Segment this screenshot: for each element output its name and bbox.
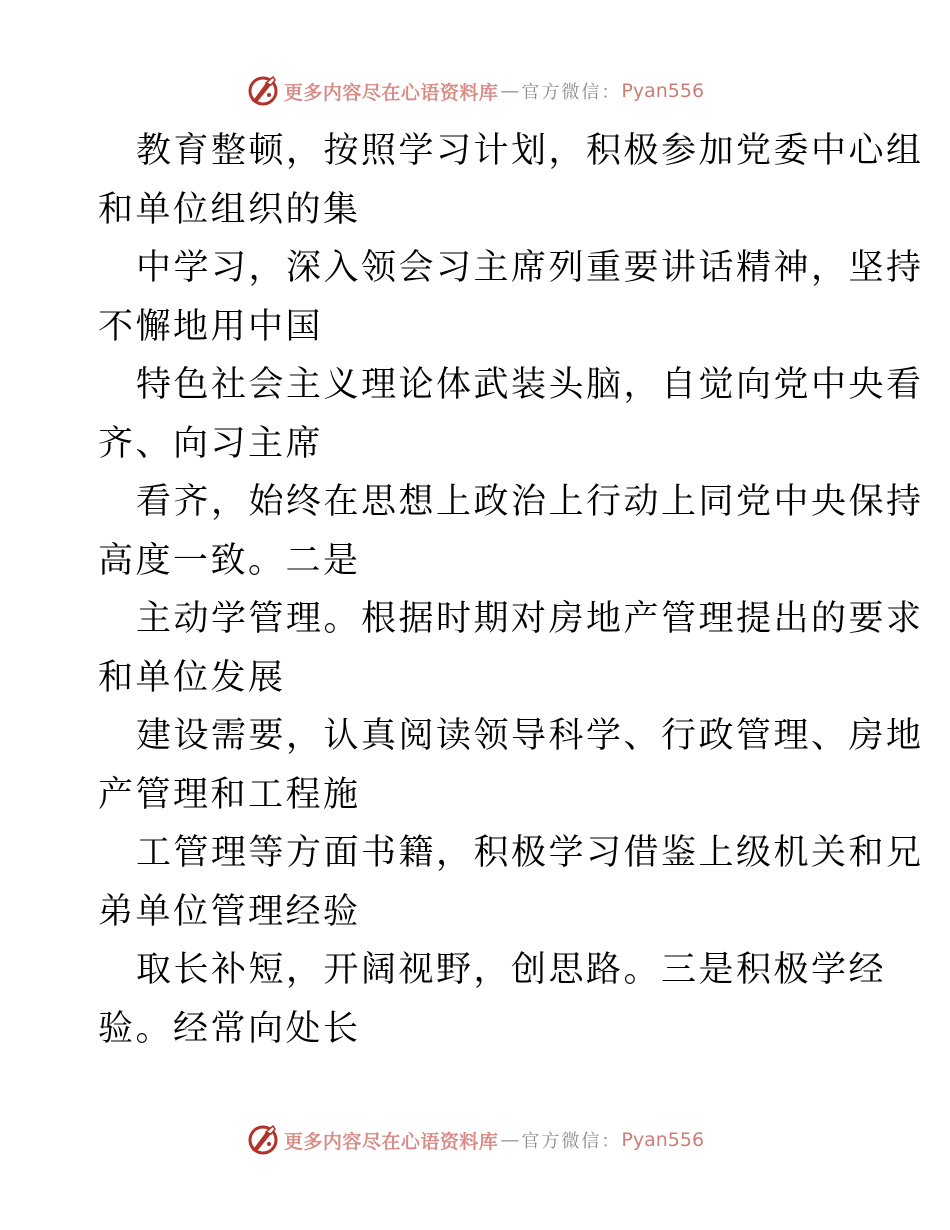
paragraph-line: 工管理等方面书籍，积极学习借鉴上级机关和兄: [136, 833, 924, 873]
banner-main-text: 更多内容尽在心语资料库: [283, 81, 499, 104]
paragraph-line: 主动学管理。根据时期对房地产管理提出的要求: [136, 599, 924, 639]
quill-pen-circle-icon: [246, 74, 280, 108]
header-banner: [0, 71, 950, 111]
banner-wechat-id: Pyan556: [621, 80, 705, 102]
paragraph-line: 产管理和工程施: [98, 774, 361, 815]
paragraph-line: 和单位发展: [98, 657, 286, 698]
paragraph-line: 特色社会主义理论体武装头脑，自觉向党中央看: [136, 365, 924, 405]
paragraph: [98, 356, 924, 473]
paragraph: [98, 473, 924, 590]
paragraph-line: 中学习，深入领会习主席列重要讲话精神，坚持: [136, 248, 924, 288]
document-body: [98, 122, 924, 1058]
paragraph-line: 高度一致。二是: [98, 540, 361, 581]
banner-wechat-label: 官方微信：: [521, 1131, 622, 1152]
paragraph: [98, 122, 924, 239]
footer-banner: [0, 1120, 950, 1160]
paragraph: [98, 941, 887, 1058]
banner-separator: —: [500, 1129, 520, 1151]
paragraph: [98, 707, 924, 824]
paragraph-line: 看齐，始终在思想上政治上行动上同党中央保持: [136, 482, 924, 522]
paragraph: [98, 590, 924, 707]
banner-wechat-label: 官方微信：: [521, 82, 622, 103]
paragraph-line: 教育整顿，按照学习计划，积极参加党委中心组: [136, 131, 924, 171]
banner-main-text: 更多内容尽在心语资料库: [283, 1130, 499, 1153]
banner-separator: —: [500, 80, 520, 102]
paragraph: [98, 239, 924, 356]
quill-pen-circle-icon: [246, 1123, 280, 1157]
banner-wechat-id: Pyan556: [621, 1129, 705, 1151]
paragraph-line: 建设需要，认真阅读领导科学、行政管理、房地: [136, 716, 924, 756]
paragraph-line: 齐、向习主席: [98, 423, 324, 464]
paragraph-line: 验。经常向处长: [98, 1008, 361, 1049]
paragraph-line: 和单位组织的集: [98, 189, 361, 230]
paragraph: [98, 824, 924, 941]
paragraph-line: 取长补短，开阔视野，创思路。三是积极学经: [136, 950, 887, 990]
paragraph-line: 不懈地用中国: [98, 306, 324, 347]
paragraph-line: 弟单位管理经验: [98, 891, 361, 932]
